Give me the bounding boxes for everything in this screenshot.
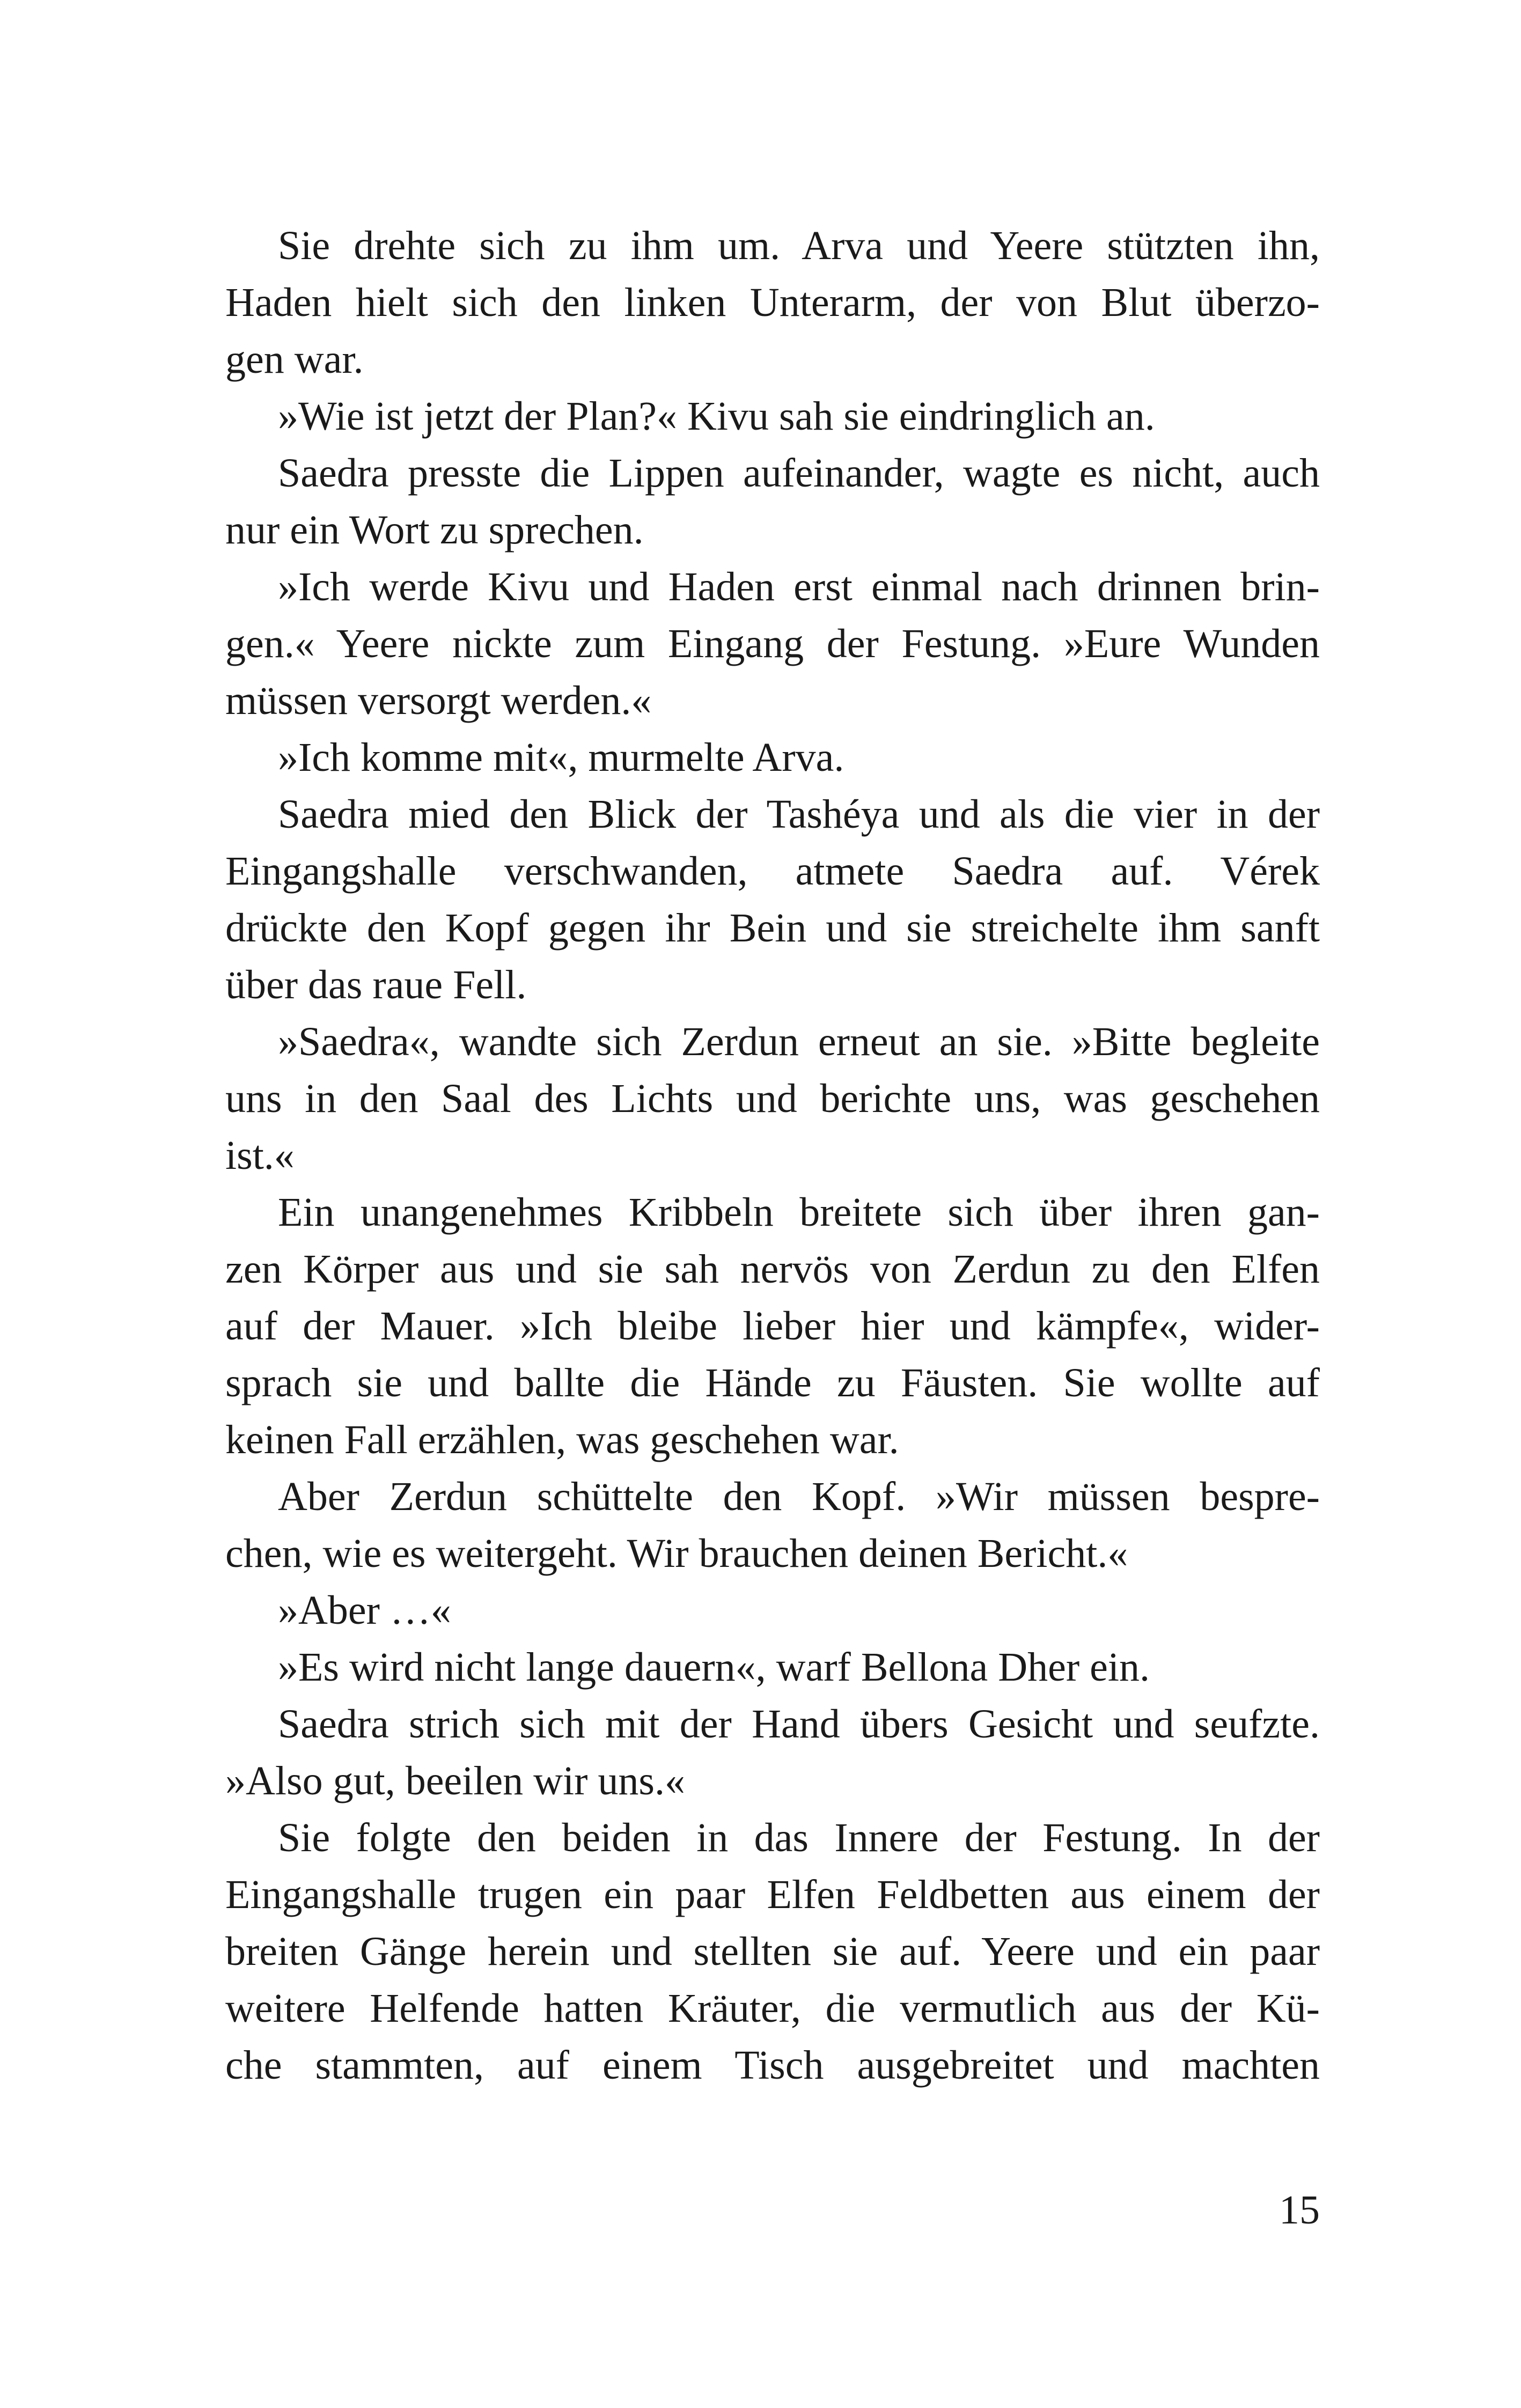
text-line: Haden hielt sich den linken Unterarm, der von Blut überzo-: [225, 280, 1320, 325]
text-line: Sie folgte den beiden in das Innere der Festung. In der: [278, 1815, 1320, 1860]
text-line: Saedra mied den Blick der Tashéya und als die vier in der: [278, 792, 1320, 837]
text-line: keinen Fall erzählen, was geschehen war.: [225, 1417, 899, 1462]
page-body-text: [225, 217, 1320, 2094]
text-line: ist.«: [225, 1133, 295, 1178]
text-line: Eingangshalle trugen ein paar Elfen Feldbetten aus einem der: [225, 1872, 1320, 1917]
text-line: Ein unangenehmes Kribbeln breitete sich über ihren gan-: [278, 1190, 1320, 1235]
text-line: nur ein Wort zu sprechen.: [225, 507, 644, 553]
text-line: über das raue Fell.: [225, 962, 527, 1007]
text-line: gen.« Yeere nickte zum Eingang der Festung. »Eure Wunden: [225, 621, 1320, 666]
text-line: chen, wie es weitergeht. Wir brauchen deinen Bericht.«: [225, 1531, 1128, 1576]
text-line: »Ich komme mit«, murmelte Arva.: [278, 735, 844, 780]
text-line: »Ich werde Kivu und Haden erst einmal nach drinnen brin-: [278, 564, 1320, 609]
text-line: »Aber …«: [278, 1588, 451, 1633]
text-line: »Wie ist jetzt der Plan?« Kivu sah sie eindringlich an.: [278, 394, 1155, 439]
text-line: Sie drehte sich zu ihm um. Arva und Yeere stützten ihn,: [278, 223, 1320, 268]
text-line: weitere Helfende hatten Kräuter, die vermutlich aus der Kü-: [225, 1986, 1320, 2031]
text-line: sprach sie und ballte die Hände zu Fäusten. Sie wollte auf: [225, 1360, 1320, 1405]
text-line: auf der Mauer. »Ich bleibe lieber hier und kämpfe«, wider-: [225, 1304, 1320, 1349]
text-line: Saedra strich sich mit der Hand übers Gesicht und seufzte.: [278, 1702, 1320, 1747]
text-line: »Es wird nicht lange dauern«, warf Bellona Dher ein.: [278, 1645, 1150, 1690]
text-line: breiten Gänge herein und stellten sie auf. Yeere und ein paar: [225, 1929, 1320, 1974]
text-line: Eingangshalle verschwanden, atmete Saedra auf. Vérek: [225, 849, 1320, 894]
text-line: gen war.: [225, 337, 364, 382]
text-line: uns in den Saal des Lichts und berichte uns, was geschehen: [225, 1076, 1320, 1121]
text-line: müssen versorgt werden.«: [225, 678, 652, 723]
page-number: 15: [1279, 2188, 1320, 2233]
text-line: Aber Zerdun schüttelte den Kopf. »Wir müssen bespre-: [278, 1474, 1320, 1519]
text-line: »Also gut, beeilen wir uns.«: [225, 1758, 686, 1803]
text-line: drückte den Kopf gegen ihr Bein und sie streichelte ihm sanft: [225, 905, 1320, 951]
text-line: che stammten, auf einem Tisch ausgebreitet und machten: [225, 2043, 1320, 2088]
text-line: »Saedra«, wandte sich Zerdun erneut an sie. »Bitte begleite: [278, 1019, 1320, 1064]
text-line: Saedra presste die Lippen aufeinander, wagte es nicht, auch: [278, 451, 1320, 496]
text-line: zen Körper aus und sie sah nervös von Zerdun zu den Elfen: [225, 1247, 1320, 1292]
